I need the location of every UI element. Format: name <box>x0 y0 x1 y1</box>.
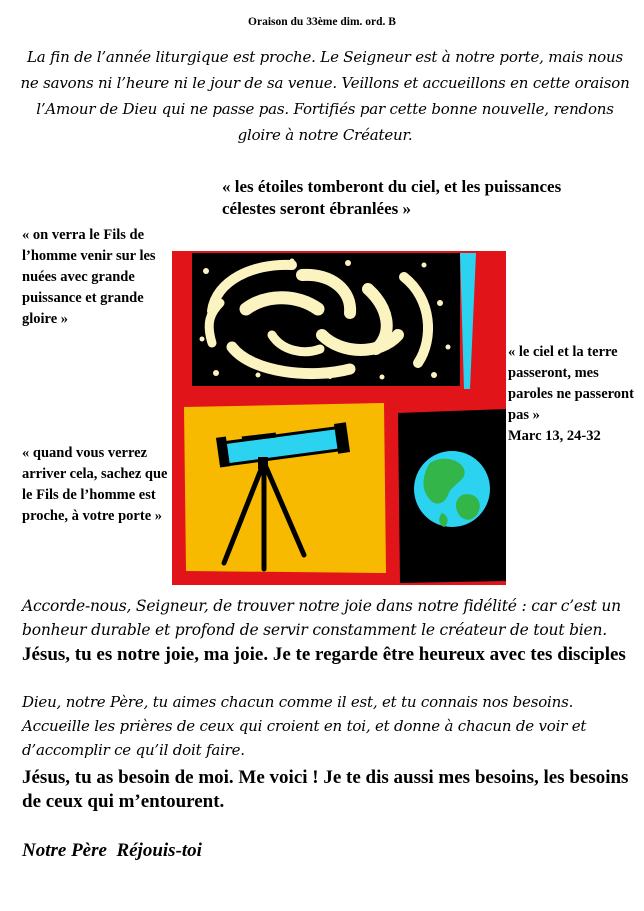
globe-icon <box>398 409 506 583</box>
prayer-paragraph-2: Dieu, notre Père, tu aimes chacun comme il est, et tu connais nos besoins. Accueille les prières de ceux qui croient en toi, et donne à chacun de voir et d’accomplir ce qu’il doit faire. <box>22 693 587 759</box>
response-needs: Jésus, tu as besoin de moi. Me voici ! Je te dis aussi mes besoins, les besoins de ceux qui m’entourent. <box>22 767 629 812</box>
intro-paragraph: La fin de l’année liturgique est proche. Le Seigneur est à notre porte, mais nous ne savons ni l’heure ni le jour de sa venue. Veillons et accueillons en cette oraison l’Amour de Dieu qui ne passe pas. Fortifiés par cette bonne nouvelle, rendons gloire à notre Créateur. <box>20 48 630 144</box>
closing-prayers: Notre Père Réjouis-toi <box>22 840 202 861</box>
quote-heaven-and-earth-text: « le ciel et la terre passeront, mes paroles ne passeront pas » <box>508 344 634 423</box>
quote-son-of-man-coming: « on verra le Fils de l’homme venir sur les nuées avec grande puissance et grande gloire » <box>22 227 156 327</box>
quote-at-your-door: « quand vous verrez arriver cela, sachez que le Fils de l’homme est proche, à votre porte » <box>22 445 168 524</box>
telescope-icon <box>184 403 386 573</box>
galaxy-icon <box>192 253 476 389</box>
scripture-reference: Marc 13, 24-32 <box>508 428 601 444</box>
space-illustration <box>172 251 506 585</box>
response-joy: Jésus, tu es notre joie, ma joie. Je te regarde être heureux avec tes disciples <box>22 644 626 665</box>
quote-heaven-and-earth <box>508 342 638 447</box>
prayer-paragraph-1: Accorde-nous, Seigneur, de trouver notre joie dans notre fidélité : car c’est un bonheur durable et profond de servir constamment le créateur de tout bien. <box>22 597 621 639</box>
page-title: Oraison du 33ème dim. ord. B <box>248 16 396 28</box>
quote-stars-falling: « les étoiles tomberont du ciel, et les puissances célestes seront ébranlées » <box>222 177 562 218</box>
